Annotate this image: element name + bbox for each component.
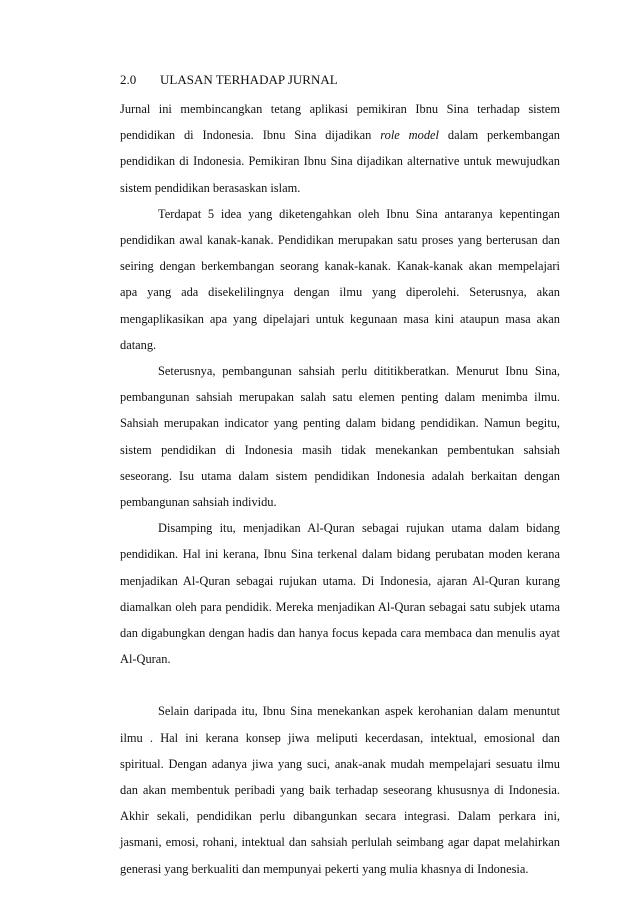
- paragraph-1-emphasis: role model: [380, 128, 439, 143]
- paragraph-2: Terdapat 5 idea yang diketengahkan oleh Ibnu Sina antaranya kepentingan pendidikan awal kanak-kanak. Pendidikan merupakan satu proses yang berterusan dan seiring dengan berkembangan seorang kanak-kanak. Kanak-kanak akan mempelajari apa yang ada disekelilingnya dengan ilmu yang diperolehi. Seterusnya, akan mengaplikasikan apa yang dipelajari untuk kegunaan masa kini ataupun masa akan datang.: [120, 206, 560, 352]
- section-heading: [120, 70, 560, 90]
- paragraph-3: Seterusnya, pembangunan sahsiah perlu dititikberatkan. Menurut Ibnu Sina, pembangunan sahsiah merupakan salah satu elemen penting dalam menimba ilmu. Sahsiah merupakan indicator yang penting dalam bidang pendidikan. Namun begitu, sistem pendidikan di Indonesia masih tidak menekankan pembentukan sahsiah seseorang. Isu utama dalam sistem pendidikan Indonesia adalah berkaitan dengan pembangunan sahsiah individu.: [120, 364, 560, 510]
- paragraph-1-part-b: dalam perkembangan pendidikan di Indonesia. Pemikiran Ibnu Sina dijadikan alternative untuk mewujudkan sistem pendidikan berasaskan islam.: [120, 128, 560, 195]
- paragraph-4: Disamping itu, menjadikan Al-Quran sebagai rujukan utama dalam bidang pendidikan. Hal ini kerana, Ibnu Sina terkenal dalam bidang perubatan moden kerana menjadikan Al-Quran sebagai rujukan utama. Di Indonesia, ajaran Al-Quran kurang diamalkan oleh para pendidik. Mereka menjadikan Al-Quran sebagai satu subjek utama dan digabungkan dengan hadis dan hanya focus kepada cara membaca dan menulis ayat Al-Quran.: [120, 521, 560, 667]
- paragraph-5: Selain daripada itu, Ibnu Sina menekankan aspek kerohanian dalam menuntut ilmu . Hal ini kerana konsep jiwa meliputi kecerdasan, intektual, emosional dan spiritual. Dengan adanya jiwa yang suci, anak-anak mudah mempelajari sesuatu ilmu dan akan membentuk peribadi yang baik terhadap seseorang khususnya di Indonesia. Akhir sekali, pendidikan perlu dibangunkan secara integrasi. Dalam perkara ini, jasmani, emosi, rohani, intektual dan sahsiah perlulah seimbang agar dapat melahirkan generasi yang berkualiti dan mempunyai pekerti yang mulia khasnya di Indonesia.: [120, 704, 560, 876]
- document-body: [120, 70, 560, 882]
- section-title: ULASAN TERHADAP JURNAL: [160, 72, 338, 87]
- section-number: 2.0: [120, 72, 137, 87]
- paragraph-1: [120, 96, 560, 201]
- paragraph-1-part-a: Jurnal ini membincangkan tetang aplikasi pemikiran Ibnu Sina terhadap sistem pendidikan di Indonesia. Ibnu Sina dijadikan: [120, 102, 560, 143]
